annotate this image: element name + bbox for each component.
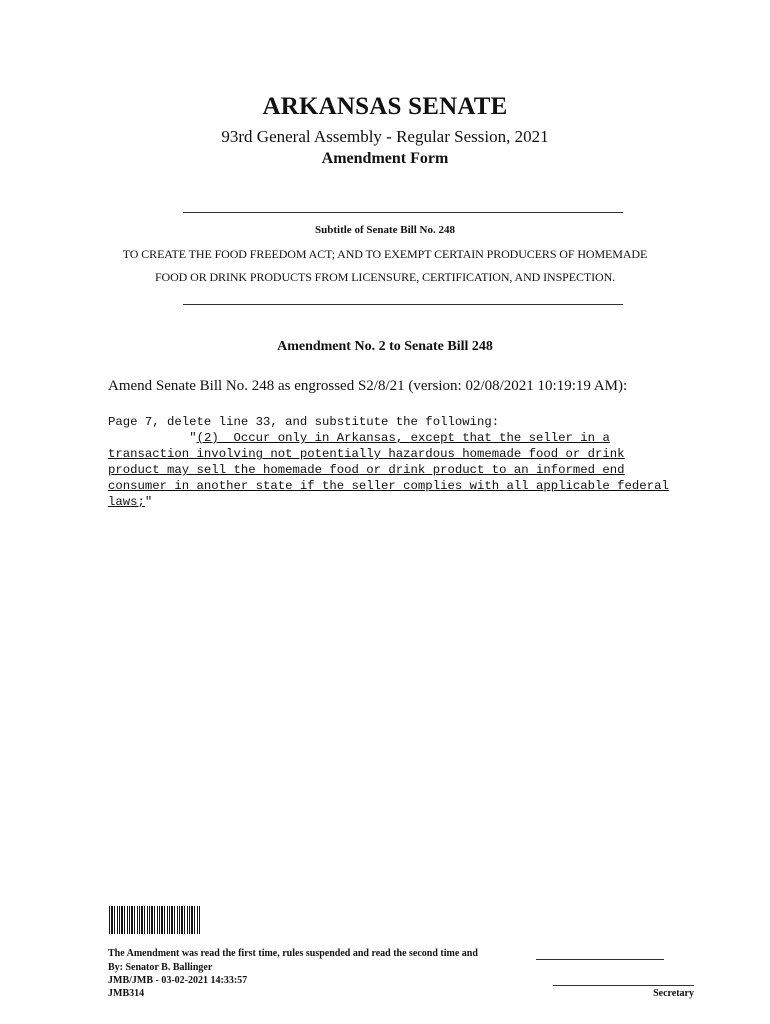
amendment-heading: Amendment No. 2 to Senate Bill 248 [277, 339, 493, 354]
amendment-text-line-5 [108, 494, 152, 510]
timestamp-line: JMB/JMB - 03-02-2021 14:33:57 [108, 975, 248, 986]
close-quote: " [144, 495, 153, 509]
form-name: Amendment Form [321, 150, 449, 167]
barcode [109, 906, 200, 934]
subtitle-line-1: TO CREATE THE FOOD FREEDOM ACT; AND TO EXEMPT CERTAIN PRODUCERS OF HOMEMADE [122, 247, 648, 261]
bottom-divider [183, 304, 623, 305]
inserted-text-1: (2) Occur only in Arkansas, except that the seller in a [196, 431, 610, 445]
read-signature-line [536, 959, 664, 960]
top-divider [183, 212, 623, 213]
amendment-text-line-4: consumer in another state if the seller complies with all applicable federal [108, 479, 669, 493]
amendment-text-line-2: transaction involving not potentially hazardous homemade food or drink [108, 447, 625, 461]
read-statement: The Amendment was read the first time, rules suspended and read the second time and [108, 948, 478, 959]
secretary-signature-line [553, 985, 694, 986]
document-title: ARKANSAS SENATE [262, 93, 508, 120]
amendment-intro: Amend Senate Bill No. 248 as engrossed S2/8/21 (version: 02/08/2021 10:19:19 AM): [108, 378, 628, 394]
amendment-text-line-1 [108, 430, 610, 446]
inserted-text-5: laws; [108, 495, 145, 509]
amendment-instruction: Page 7, delete line 33, and substitute the following: [108, 415, 500, 429]
document-code: JMB314 [108, 988, 145, 999]
session-line: 93rd General Assembly - Regular Session, 2021 [221, 127, 549, 146]
amendment-text-line-3: product may sell the homemade food or drink product to an informed end [108, 463, 625, 477]
subtitle-heading: Subtitle of Senate Bill No. 248 [315, 224, 455, 236]
sponsor-line: By: Senator B. Ballinger [108, 962, 213, 973]
open-quote: " [189, 431, 197, 445]
secretary-label: Secretary [653, 988, 694, 999]
subtitle-line-2: FOOD OR DRINK PRODUCTS FROM LICENSURE, CERTIFICATION, AND INSPECTION. [154, 270, 616, 284]
